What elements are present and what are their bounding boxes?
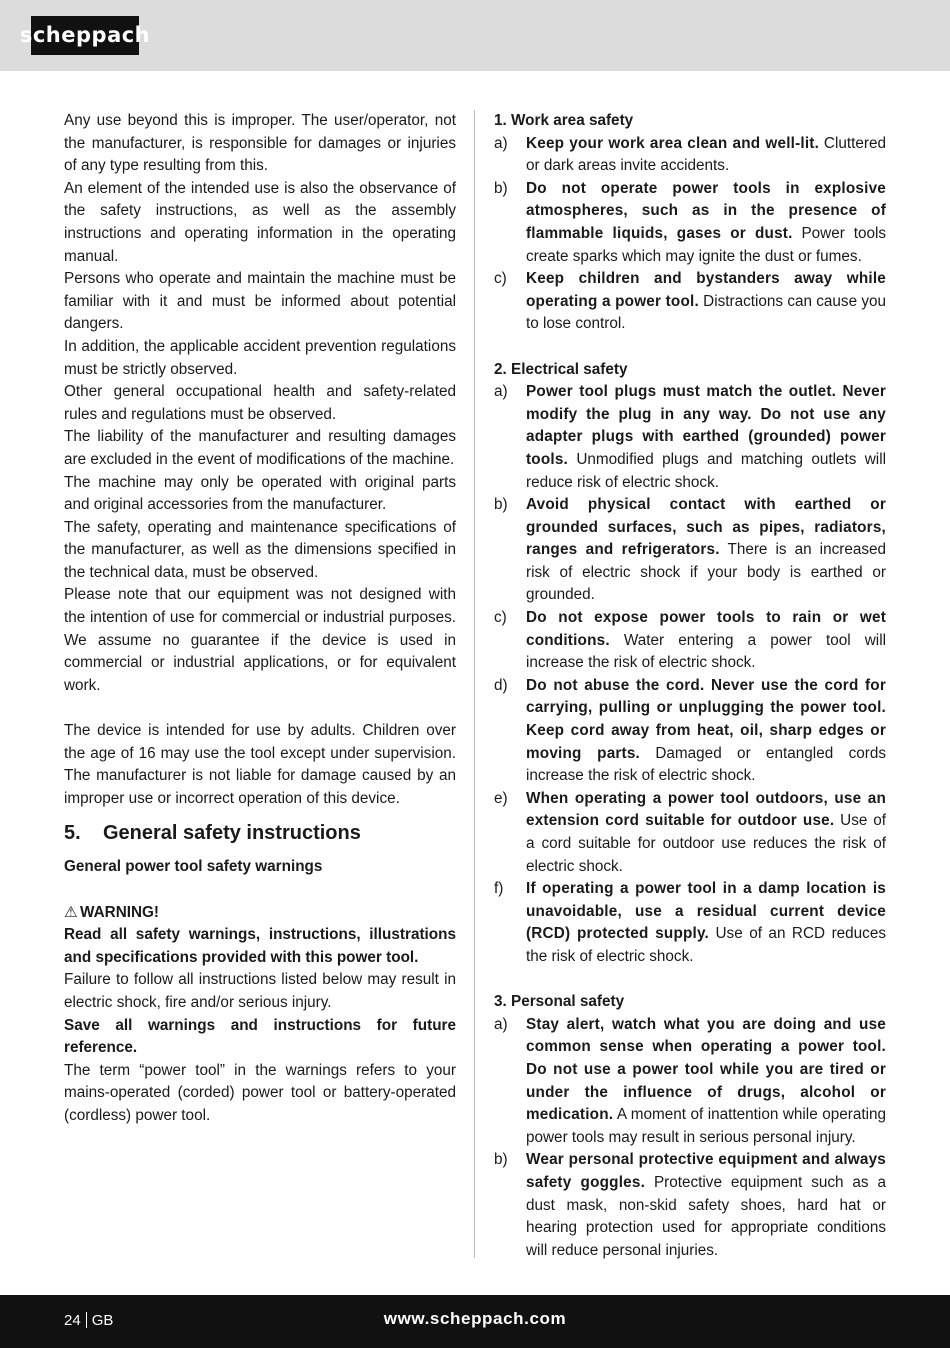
logo-text: scheppach (19, 23, 151, 48)
brand-logo (19, 16, 151, 55)
right-column (494, 110, 886, 1262)
list-item (494, 1014, 886, 1150)
list-item (494, 788, 886, 878)
item-text: A moment of inattention while operating power tools may result in serious personal injury. (526, 1106, 886, 1146)
warning-triangle-icon: ⚠ (64, 903, 78, 921)
language-code: GB (91, 1312, 114, 1329)
work-area-title: 1. Work area safety (494, 112, 634, 129)
item-text: Unmodified plugs and matching outlets will reduce risk of electric shock. (526, 450, 886, 491)
item-bold: Do not abuse the cord. Never use the cord for carrying, pulling or unplugging the power tool. Keep cord away from heat, oil, sharp edges or moving parts. (526, 676, 886, 762)
item-bold: Keep your work area clean and well-lit. (526, 134, 820, 152)
item-label: d) (494, 676, 508, 694)
item-text: Distractions can cause you to lose control. (526, 292, 886, 333)
item-label: f) (494, 880, 504, 898)
website-url: www.scheppach.com (383, 1309, 567, 1328)
item-label: a) (494, 134, 508, 152)
paragraph-commercial-use: Please note that our equipment was not designed with the intention of use for commercial or industrial purposes. We assume no guarantee if the device is used in commercial or industrial applications, or for equivalent work. (64, 586, 456, 694)
item-text: Cluttered or dark areas invite accidents. (526, 134, 886, 175)
item-label: a) (494, 1015, 508, 1033)
paragraph-improper-use: Any use beyond this is improper. The user/operator, not the manufacturer, is responsible for damages or injuries of any type resulting from this. (64, 112, 456, 175)
item-text: Protective equipment such as a dust mask, non-skid safety shoes, hard hat or hearing protection used for appropriate conditions will reduce personal injuries. (526, 1173, 886, 1259)
item-text: Use of a cord suitable for outdoor use reduces the risk of electric shock. (526, 812, 886, 875)
item-label: c) (494, 270, 507, 288)
item-text: Power tools create sparks which may ignite the dust or fumes. (526, 224, 887, 265)
warning-read-all: Read all safety warnings, instructions, illustrations and specifications provided with this power tool. (64, 926, 456, 966)
list-item (494, 607, 886, 675)
item-text: Water entering a power tool will increase the risk of electric shock. (526, 631, 886, 672)
section-number: 5. (64, 822, 81, 845)
item-bold: Do not operate power tools in explosive atmospheres, such as in the presence of flammable liquids, gases or dust. (526, 179, 886, 242)
item-label: b) (494, 179, 508, 197)
paragraph-liability: The liability of the manufacturer and resulting damages are excluded in the event of modifications of the machine. (64, 428, 456, 468)
list-item (494, 178, 886, 268)
list-item (494, 381, 886, 494)
list-item (494, 133, 886, 178)
item-label: b) (494, 1151, 508, 1169)
item-text: There is an increased risk of electric shock if your body is earthed or grounded. (526, 541, 887, 604)
list-item (494, 1149, 886, 1262)
section-title: General safety instructions (103, 822, 361, 845)
warning-heading (64, 902, 456, 925)
paragraph-specifications: The safety, operating and maintenance specifications of the manufacturer, as well as the dimensions specified in the technical data, must be observed. (64, 518, 456, 581)
item-text: Use of an RCD reduces the risk of electric shock. (526, 925, 886, 965)
column-divider (474, 110, 475, 1258)
personal-title: 3. Personal safety (494, 993, 625, 1011)
paragraph-original-parts: The machine may only be operated with original parts and original accessories from the manufacturer. (64, 473, 456, 514)
item-text: Damaged or entangled cords increase the risk of electric shock. (526, 744, 886, 785)
item-bold: When operating a power tool outdoors, use an extension cord suitable for outdoor use. (526, 789, 886, 830)
page-footer (0, 1295, 950, 1348)
page-number: 24 (64, 1312, 81, 1329)
term-power-tool: The term “power tool” in the warnings refers to your mains-operated (corded) power tool or battery-operated (cordless) power tool. (64, 1061, 456, 1124)
item-bold: If operating a power tool in a damp location is unavoidable, use a residual current device (RCD) protected supply. (526, 880, 886, 943)
paragraph-intended-use: An element of the intended use is also the observance of the safety instructions, as well as the assembly instructions and operating information in the operating manual. (64, 179, 456, 265)
paragraph-operators: Persons who operate and maintain the machine must be familiar with it and must be informed about potential dangers. (64, 270, 456, 333)
item-label: b) (494, 496, 508, 514)
warning-label: WARNING! (80, 903, 160, 921)
item-label: e) (494, 789, 508, 807)
list-item (494, 675, 886, 788)
item-label: c) (494, 609, 507, 627)
page-header (0, 0, 950, 71)
list-item (494, 494, 886, 607)
left-column (64, 110, 456, 1128)
item-bold: Avoid physical contact with earthed or grounded surfaces, such as pipes, radiators, ranges and refrigerators. (526, 496, 886, 559)
list-item (494, 878, 886, 968)
item-bold: Do not expose power tools to rain or wet conditions. (526, 609, 886, 649)
item-bold: Power tool plugs must match the outlet. Never modify the plug in any way. Do not use any adapter plugs with earthed (grounded) power tools. (526, 383, 886, 468)
subheading: General power tool safety warnings (64, 858, 323, 876)
item-bold: Stay alert, watch what you are doing and use common sense when operating a power tool. Do not use a power tool while you are tired or under the influence of drugs, alcohol or medication. (526, 1015, 886, 1124)
warning-failure: Failure to follow all instructions listed below may result in electric shock, fire and/or serious injury. (64, 971, 456, 1011)
paragraph-adults: The device is intended for use by adults. Children over the age of 16 may use the tool except under supervision. The manufacturer is not liable for damage caused by an improper use or incorrect operation of this device. (64, 722, 456, 807)
list-item (494, 268, 886, 336)
paragraph-occupational-health: Other general occupational health and safety-related rules and regulations must be observed. (64, 383, 456, 423)
item-bold: Keep children and bystanders away while operating a power tool. (526, 270, 886, 310)
save-warnings: Save all warnings and instructions for future reference. (64, 1016, 456, 1057)
electrical-title: 2. Electrical safety (494, 360, 628, 378)
item-label: a) (494, 383, 508, 401)
paragraph-accident-prevention: In addition, the applicable accident prevention regulations must be strictly observed. (64, 337, 456, 378)
item-bold: Wear personal protective equipment and always safety goggles. (526, 1151, 886, 1191)
section-heading (64, 810, 456, 856)
